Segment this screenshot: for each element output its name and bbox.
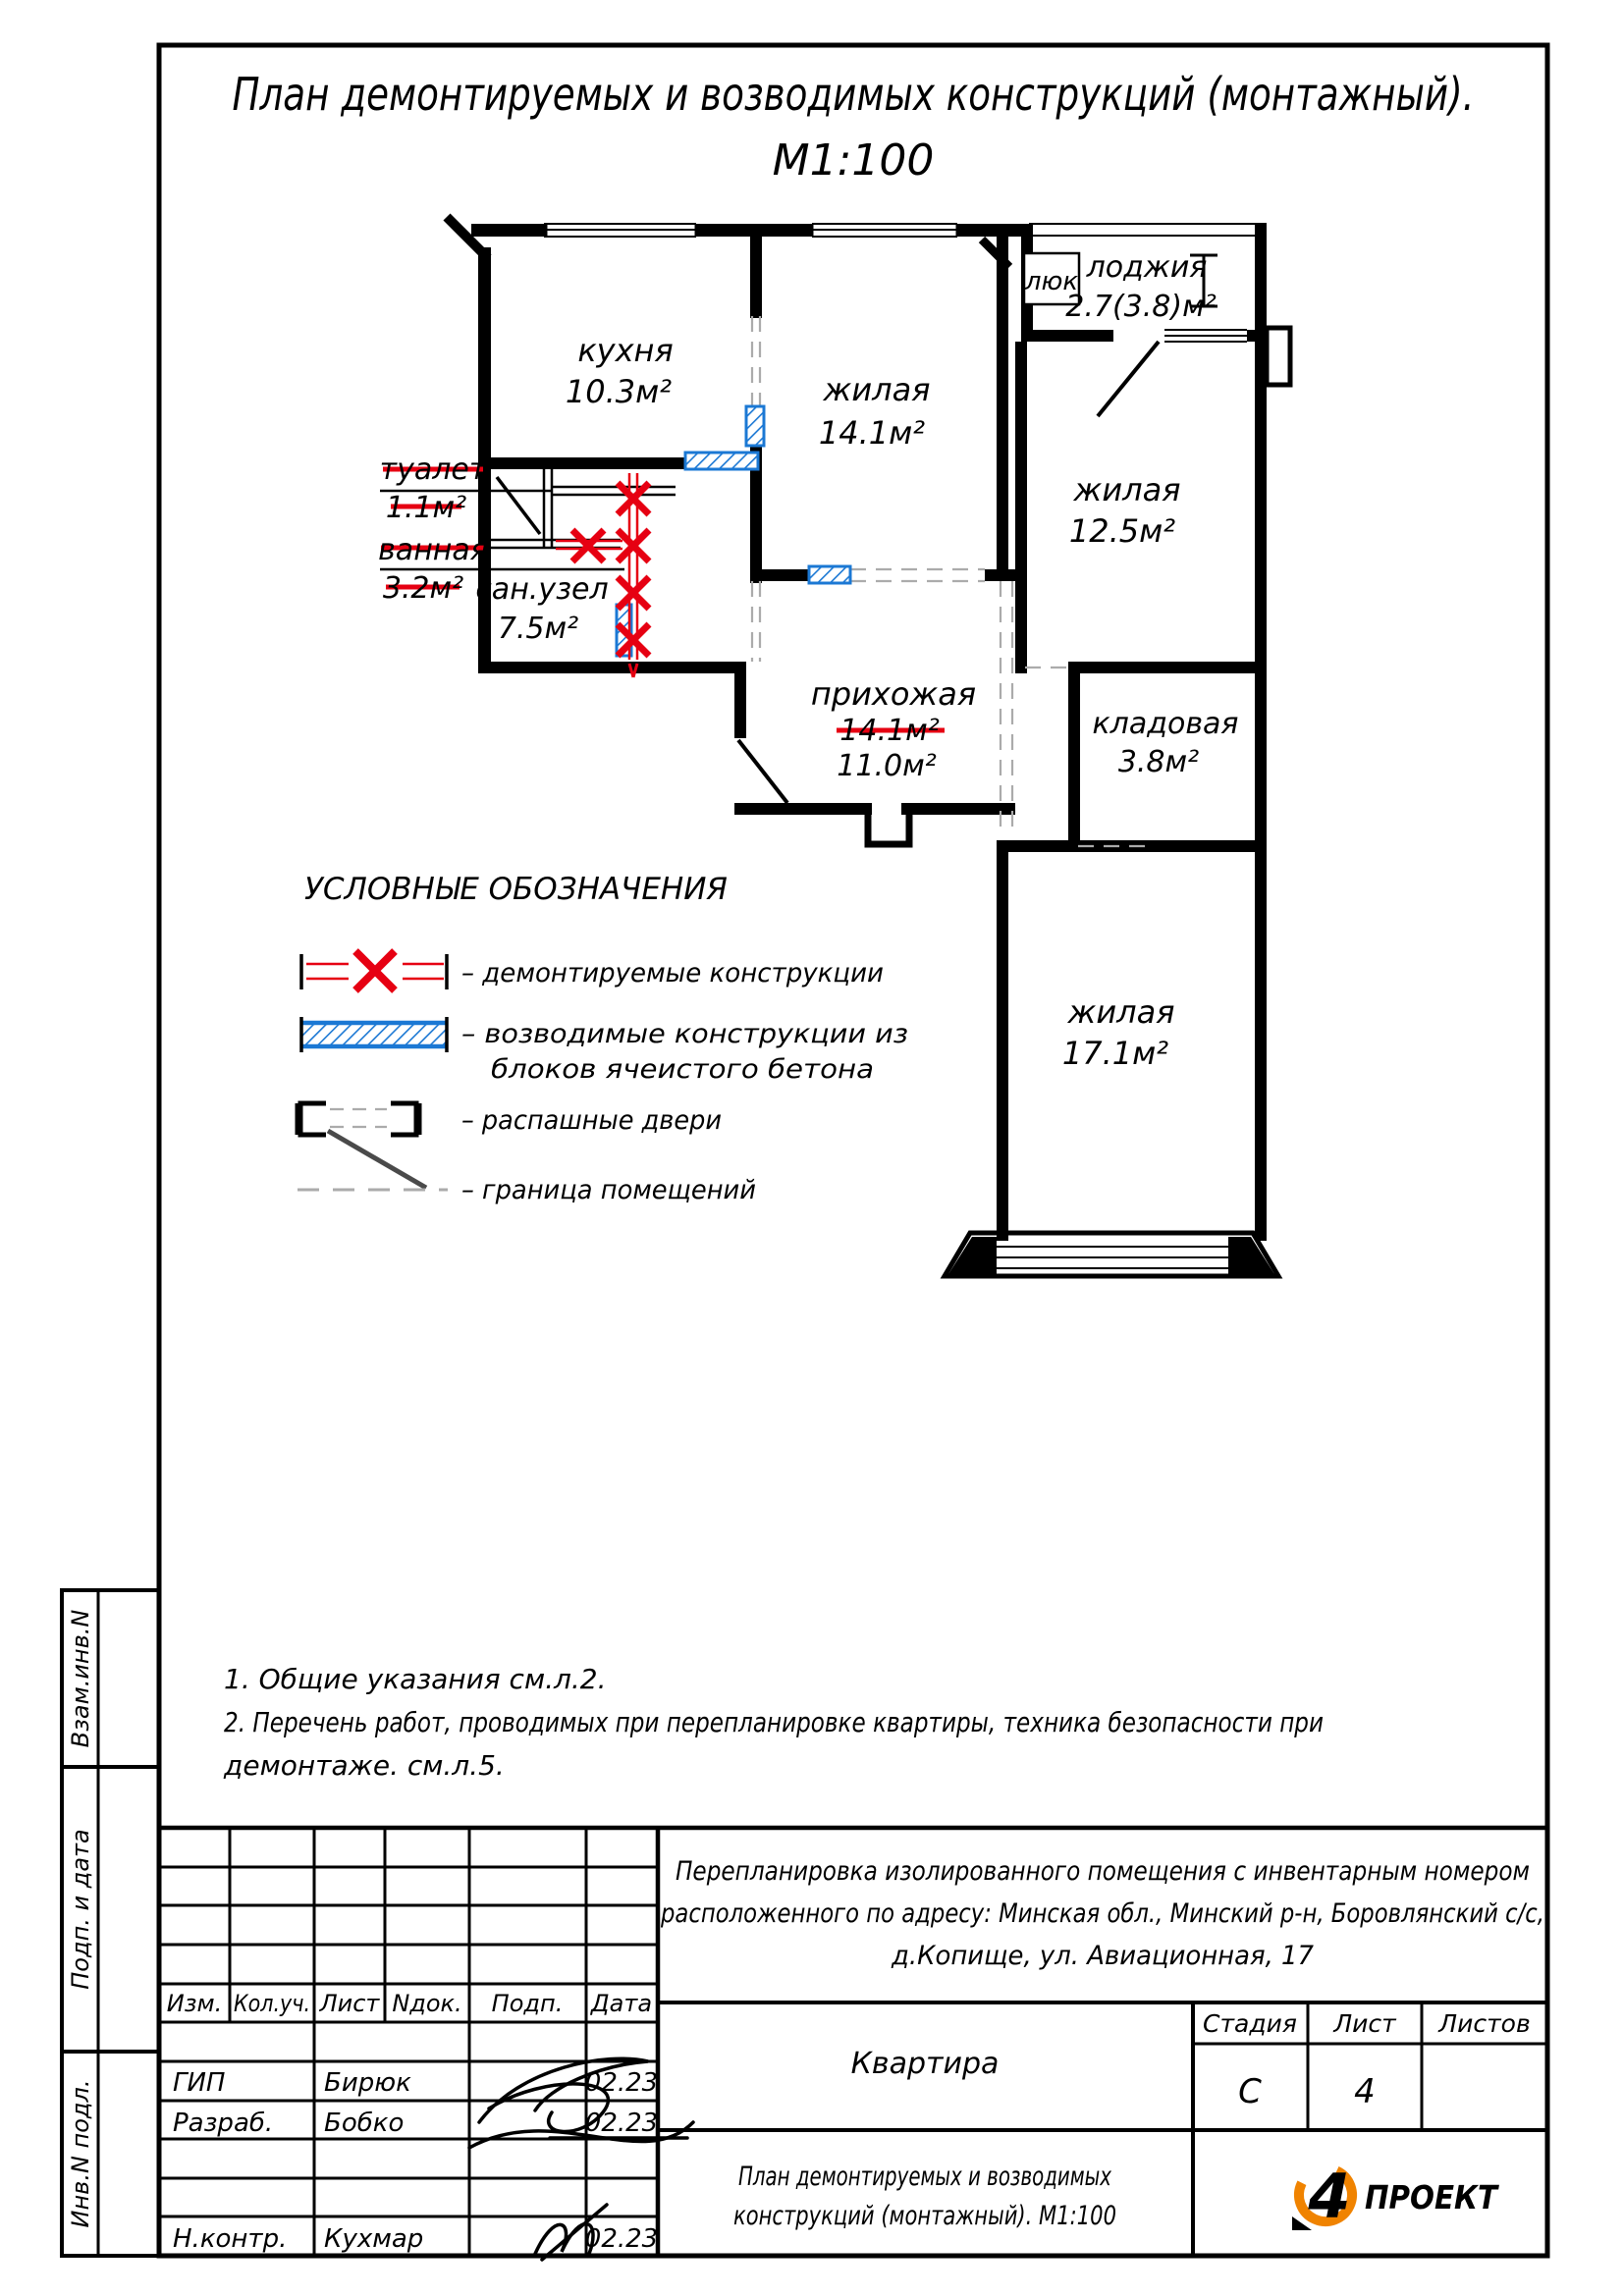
tb-date-nkontr: 02.23 bbox=[584, 2224, 659, 2254]
tb-sheet-value: 4 bbox=[1354, 2072, 1376, 2111]
logo-text: ПРОЕКТ bbox=[1365, 2178, 1500, 2216]
room-label-kitchen: кухня bbox=[577, 332, 674, 369]
tb-date-gip: 02.23 bbox=[584, 2068, 659, 2098]
tb-doc-line1: План демонтируемых и возводимых bbox=[738, 2162, 1112, 2192]
legend-symbol-new-construction bbox=[301, 1017, 447, 1052]
balcony bbox=[945, 1233, 1278, 1276]
legend-item-new-construction: – возводимые конструкции из bbox=[461, 1019, 908, 1049]
tb-sheet-label: Лист bbox=[1333, 2009, 1396, 2038]
room-area-sanuzel: 7.5м² bbox=[497, 612, 579, 646]
tb-name-razrab: Бобко bbox=[324, 2109, 405, 2138]
room-label-bath-old: ванная bbox=[378, 533, 488, 567]
tb-col-podp: Подп. bbox=[491, 1990, 564, 2017]
tb-stage-value: С bbox=[1238, 2072, 1262, 2111]
room-area-hallway-old: 14.1м² bbox=[839, 714, 940, 748]
room-label-toilet-old: туалет bbox=[379, 453, 487, 487]
hatch-label: люк bbox=[1024, 267, 1079, 296]
legend-item-boundary: – граница помещений bbox=[461, 1175, 756, 1205]
tb-project-line2: расположенного по адресу: Минская обл., Минский р-н, Боровлянский с/с, bbox=[660, 1898, 1544, 1929]
tb-project-line3: д.Копище, ул. Авиационная, 17 bbox=[891, 1941, 1314, 1971]
room-label-sanuzel: сан.узел bbox=[475, 572, 609, 607]
tb-stage-label: Стадия bbox=[1203, 2009, 1297, 2038]
room-area-bath-old: 3.2м² bbox=[382, 571, 464, 606]
page-title-scale: М1:100 bbox=[772, 135, 935, 186]
logo-digit: 4 bbox=[1308, 2161, 1351, 2232]
room-label-living3: жилая bbox=[1067, 993, 1175, 1031]
note-line2: 2. Перечень работ, проводимых при перепланировке квартиры, техника безопасности при bbox=[224, 1706, 1324, 1738]
sidebar-label-inv: Инв.N подл. bbox=[67, 2079, 94, 2228]
note-line3: демонтаже. см.л.5. bbox=[224, 1749, 505, 1782]
room-label-living2: жилая bbox=[1073, 471, 1181, 508]
tb-sheets-label: Листов bbox=[1438, 2009, 1531, 2038]
legend-symbol-demolition bbox=[301, 951, 447, 990]
sidebar-label-vzam: Взам.инв.N bbox=[67, 1609, 94, 1748]
tb-doc-line2: конструкций (монтажный). М1:100 bbox=[733, 2201, 1116, 2231]
tb-project-line1: Перепланировка изолированного помещения с инвентарным номером bbox=[676, 1856, 1530, 1887]
tb-date-razrab: 02.23 bbox=[584, 2109, 659, 2138]
legend-item-new-construction-2: блоков ячеистого бетона bbox=[491, 1054, 874, 1085]
page-title: План демонтируемых и возводимых конструкций (монтажный). bbox=[232, 68, 1475, 121]
room-area-kitchen: 10.3м² bbox=[565, 373, 673, 410]
legend-item-demolition: – демонтируемые конструкции bbox=[461, 958, 884, 988]
room-label-hallway: прихожая bbox=[810, 675, 977, 713]
room-area-toilet-old: 1.1м² bbox=[385, 491, 467, 525]
loggia-door-leaf bbox=[1098, 342, 1159, 416]
legend-item-doors: – распашные двери bbox=[461, 1105, 722, 1136]
room-area-hallway-new: 11.0м² bbox=[837, 749, 937, 783]
sidebar-label-podp: Подп. и дата bbox=[67, 1829, 94, 1990]
tb-role-nkontr: Н.контр. bbox=[173, 2224, 288, 2254]
room-area-pantry: 3.8м² bbox=[1117, 745, 1200, 779]
tb-col-koluch: Кол.уч. bbox=[234, 1990, 310, 2017]
room-label-pantry: кладовая bbox=[1092, 707, 1239, 741]
room-area-loggia: 2.7(3.8)м² bbox=[1065, 290, 1217, 324]
room-label-living1: жилая bbox=[823, 371, 931, 408]
new-construction-marks bbox=[617, 406, 850, 656]
room-area-living2: 12.5м² bbox=[1068, 512, 1176, 550]
entry-door-leaf bbox=[738, 740, 787, 803]
tb-col-list: Лист bbox=[319, 1990, 380, 2017]
room-area-living3: 17.1м² bbox=[1061, 1035, 1169, 1072]
tb-col-izm: Изм. bbox=[166, 1990, 223, 2017]
tb-object: Квартира bbox=[850, 2047, 1000, 2081]
note-line1: 1. Общие указания см.л.2. bbox=[224, 1663, 607, 1695]
tb-name-gip: Бирюк bbox=[324, 2068, 411, 2098]
tb-col-ndok: Nдок. bbox=[392, 1990, 462, 2017]
tb-role-gip: ГИП bbox=[173, 2068, 226, 2098]
company-logo bbox=[1290, 2160, 1499, 2232]
legend-symbol-doors bbox=[297, 1103, 426, 1188]
tb-name-nkontr: Кухмар bbox=[324, 2224, 424, 2254]
tb-col-data: Дата bbox=[590, 1990, 653, 2017]
legend-title: УСЛОВНЫЕ ОБОЗНАЧЕНИЯ bbox=[304, 872, 728, 907]
room-area-living1: 14.1м² bbox=[818, 414, 926, 452]
room-label-loggia: лоджия bbox=[1086, 250, 1208, 285]
tb-role-razrab: Разраб. bbox=[173, 2109, 274, 2138]
